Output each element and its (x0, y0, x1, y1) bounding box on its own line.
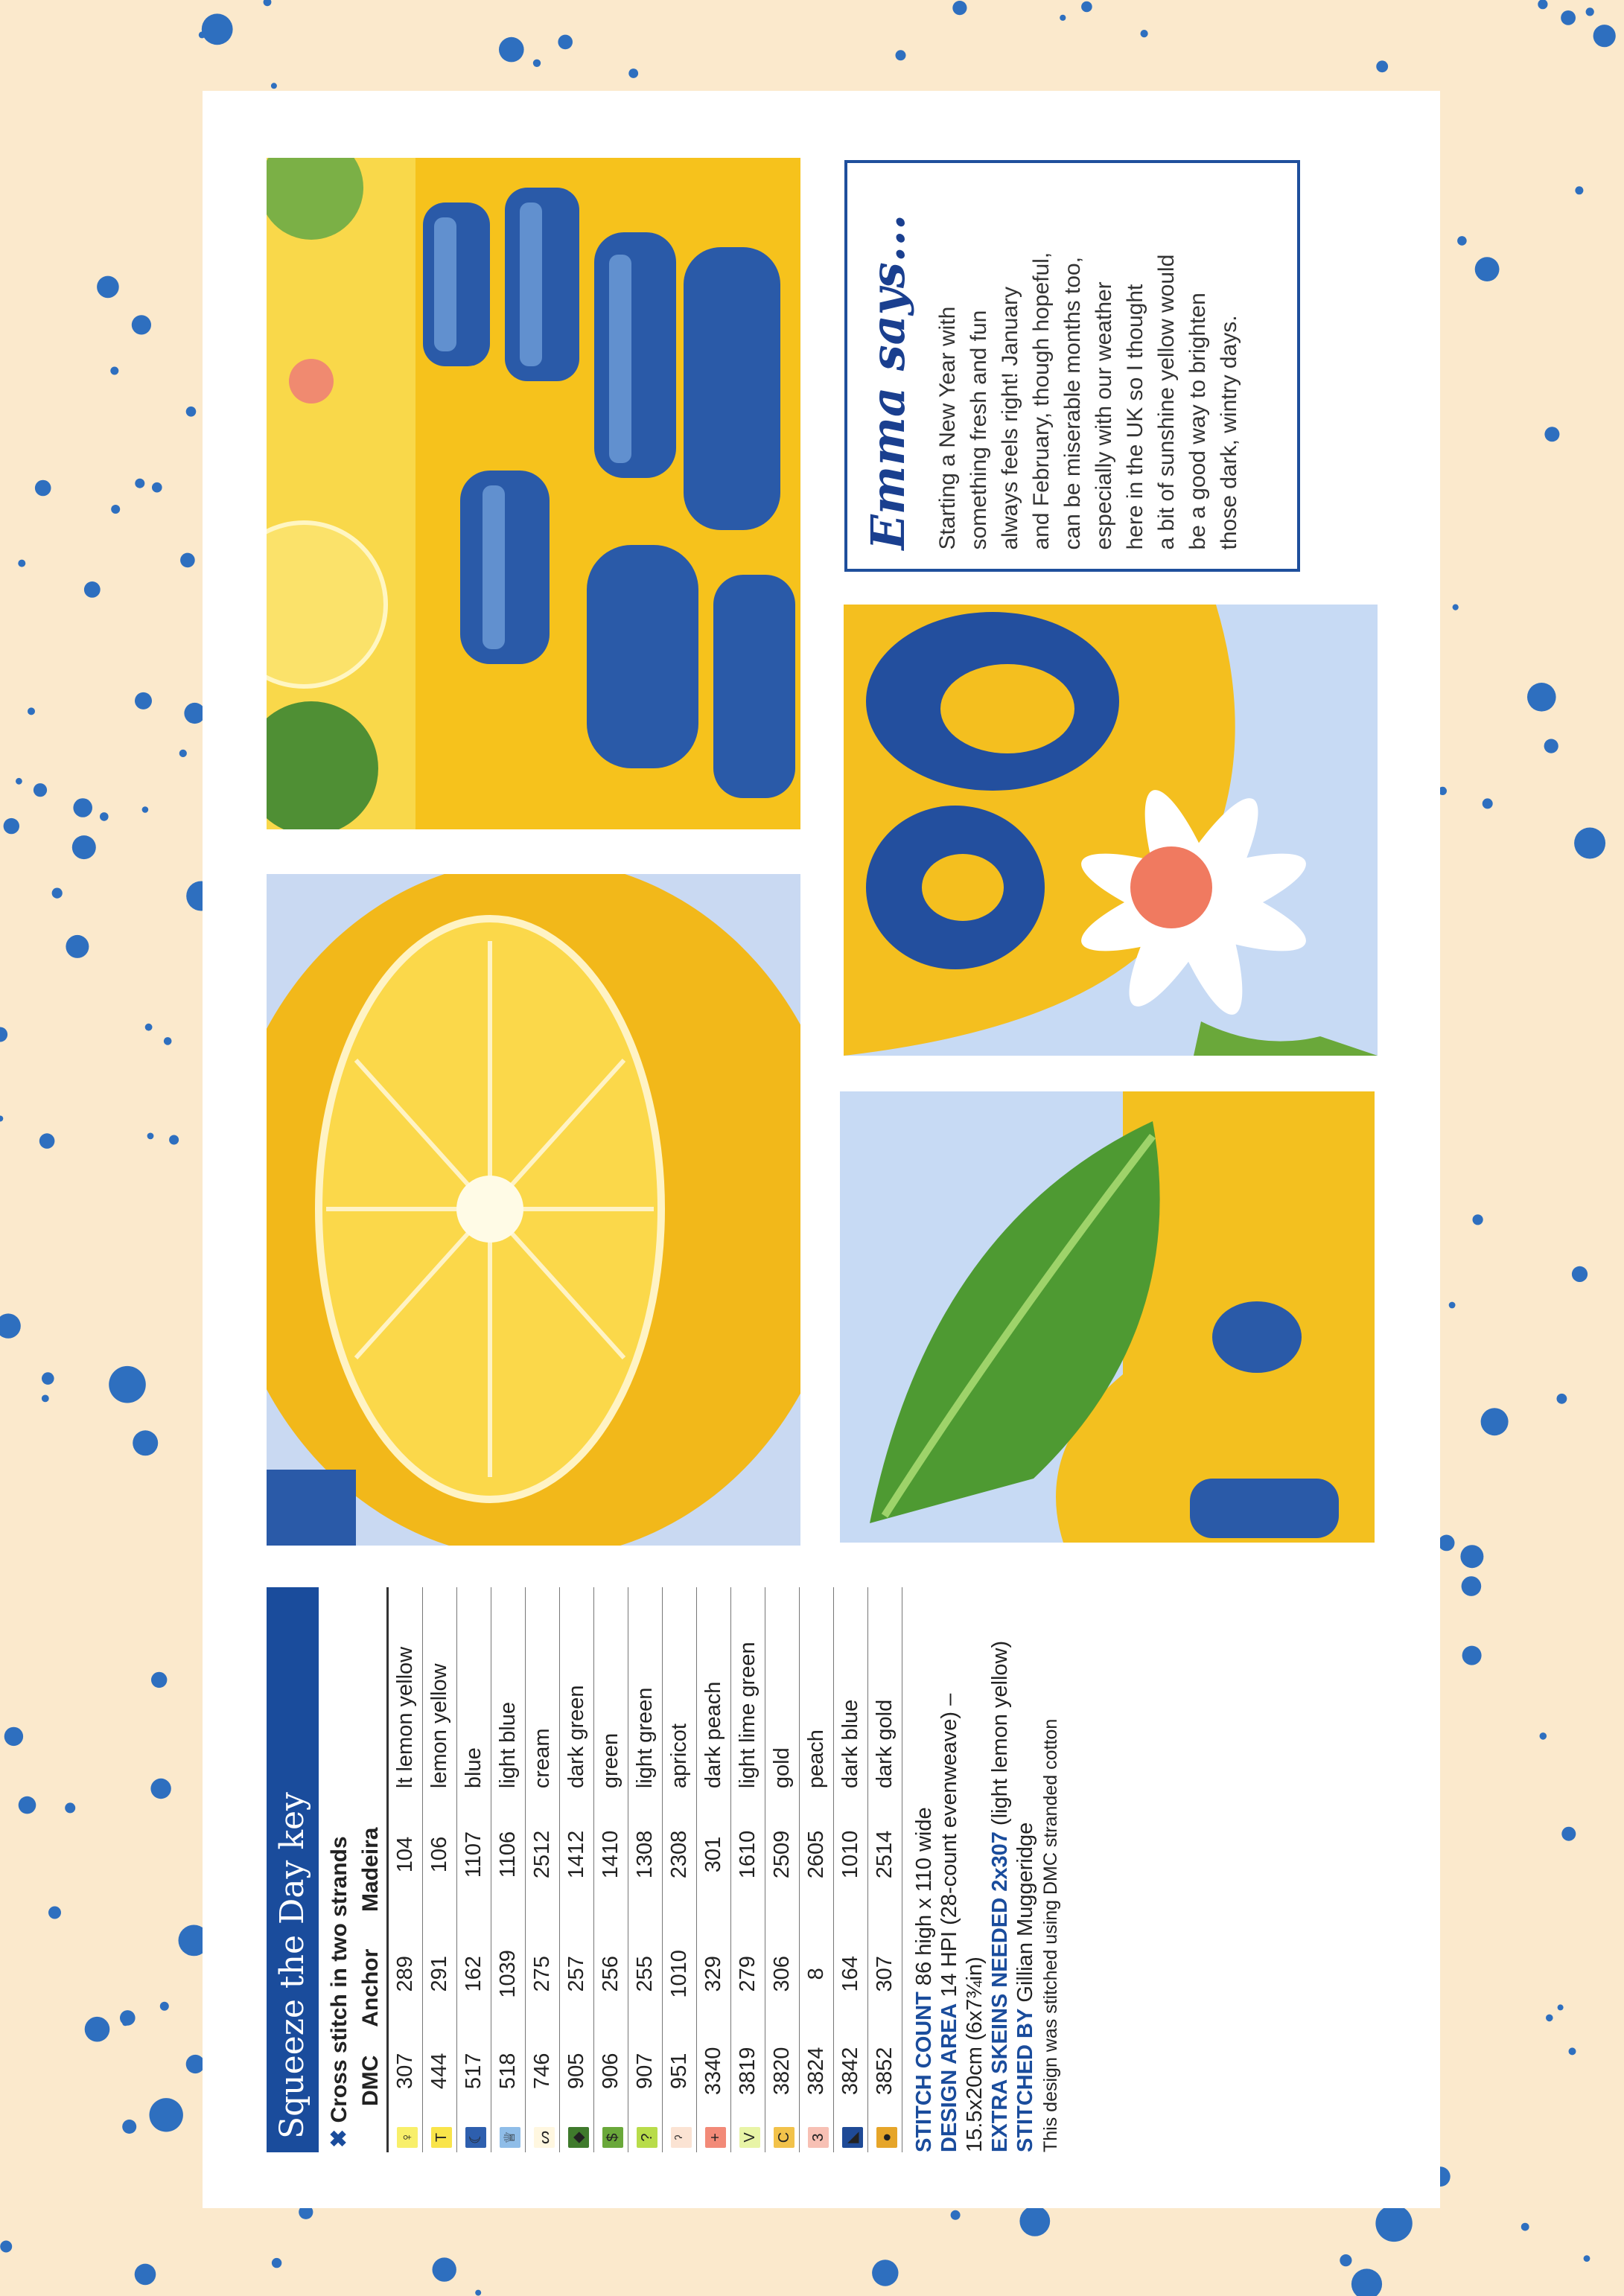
cross-stitch-icon: ✖ (327, 2128, 351, 2148)
dmc-number: 951 (663, 2032, 697, 2111)
stitch-symbol-icon: ◆ (568, 2127, 589, 2148)
color-name: cream (526, 1587, 560, 1793)
madeira-number: 1412 (560, 1793, 594, 1916)
symbol-swatch (663, 2111, 697, 2152)
stitch-symbol-icon: ? (637, 2127, 657, 2148)
stitch-symbol-icon: ● (876, 2127, 897, 2148)
emma-title: Emma says... (861, 214, 915, 549)
color-name: peach (800, 1587, 834, 1793)
stitch-symbol-icon: 3 (808, 2127, 829, 2148)
key-row (560, 1587, 594, 2152)
extra-skeins-label: EXTRA SKEINS NEEDED 2x307 (988, 1831, 1012, 2152)
madeira-number: 2509 (765, 1793, 800, 1916)
dmc-number: 3842 (834, 2032, 868, 2111)
key-subtitle: ✖ Cross stitch in two strands (327, 1836, 351, 2148)
stitch-symbol-icon: T (431, 2127, 452, 2148)
stitch-count-label: STITCH COUNT (912, 1992, 936, 2152)
photo-leaf (840, 1091, 1375, 1543)
stitched-by-label: STITCHED BY (1013, 2008, 1037, 2152)
key-row (731, 1587, 765, 2152)
dmc-number: 905 (560, 2032, 594, 2111)
stitch-symbol-icon: ˀ (671, 2127, 692, 2148)
stitched-by: Gillian Muggeridge (1013, 1822, 1037, 2003)
design-area-label: DESIGN AREA (937, 2003, 961, 2152)
key-row (388, 1587, 423, 2152)
symbol-swatch (491, 2111, 526, 2152)
anchor-number: 255 (628, 1916, 663, 2032)
madeira-number: 2514 (868, 1793, 902, 1916)
stitch-symbol-icon: C (774, 2127, 795, 2148)
photo-swirl-flower (844, 605, 1378, 1056)
stitch-symbol-icon: ♀ (397, 2127, 418, 2148)
dmc-number: 3340 (697, 2032, 731, 2111)
key-row (457, 1587, 491, 2152)
anchor-number: 162 (457, 1916, 491, 2032)
anchor-number: 307 (868, 1916, 902, 2032)
anchor-number: 257 (560, 1916, 594, 2032)
color-name: lt lemon yellow (388, 1587, 423, 1793)
stitch-count: 86 high x 110 wide (912, 1807, 936, 1986)
emma-body: Starting a New Year with something fresh and fun always feels right! January and February, though hopeful, can be miserable months too, especially with our weather here in the UK so I thought a bit of sunshine yellow would be a good way to brighten those dark, wintry days. (935, 252, 1241, 549)
anchor-number: 8 (800, 1916, 834, 2032)
pattern-info (911, 1587, 1063, 2152)
key-row (765, 1587, 800, 2152)
symbol-swatch (765, 2111, 800, 2152)
symbol-swatch (594, 2111, 628, 2152)
stitch-symbol-icon: $ (602, 2127, 623, 2148)
key-row (800, 1587, 834, 2152)
color-name: dark peach (697, 1587, 731, 1793)
thread-key-table (355, 1587, 902, 2152)
symbol-swatch (731, 2111, 765, 2152)
emma-says-box (844, 160, 1300, 572)
dmc-number: 518 (491, 2032, 526, 2111)
anchor-number: 275 (526, 1916, 560, 2032)
color-name: green (594, 1587, 628, 1793)
madeira-number: 301 (697, 1793, 731, 1916)
anchor-number: 1010 (663, 1916, 697, 2032)
dmc-number: 3820 (765, 2032, 800, 2111)
anchor-number: 279 (731, 1916, 765, 2032)
dmc-number: 307 (388, 2032, 423, 2111)
stitch-symbol-icon: ☾ (465, 2127, 486, 2148)
anchor-number: 256 (594, 1916, 628, 2032)
dmc-number: 3824 (800, 2032, 834, 2111)
madeira-number: 1308 (628, 1793, 663, 1916)
stitch-symbol-icon: ᔕ (534, 2127, 555, 2148)
design-area-size: 15.5x20cm (6x7¾in) (963, 1957, 987, 2152)
anchor-number: 164 (834, 1916, 868, 2032)
anchor-number: 306 (765, 1916, 800, 2032)
key-row (628, 1587, 663, 2152)
color-name: lemon yellow (423, 1587, 457, 1793)
dmc-number: 3819 (731, 2032, 765, 2111)
photo-lemon-lettering (267, 158, 800, 829)
symbol-swatch (526, 2111, 560, 2152)
key-row (868, 1587, 902, 2152)
design-area: 14 HPI (28-count evenweave) – (937, 1693, 961, 1997)
madeira-number: 2512 (526, 1793, 560, 1916)
key-row (526, 1587, 560, 2152)
color-name: apricot (663, 1587, 697, 1793)
symbol-swatch (423, 2111, 457, 2152)
key-row (697, 1587, 731, 2152)
anchor-number: 289 (388, 1916, 423, 2032)
madeira-number: 104 (388, 1793, 423, 1916)
key-row (834, 1587, 868, 2152)
madeira-number: 2605 (800, 1793, 834, 1916)
key-title: Squeeze the Day key (267, 1587, 319, 2152)
key-row (594, 1587, 628, 2152)
symbol-swatch (697, 2111, 731, 2152)
symbol-swatch (868, 2111, 902, 2152)
anchor-number: 329 (697, 1916, 731, 2032)
madeira-number: 1610 (731, 1793, 765, 1916)
extra-skeins: (light lemon yellow) (988, 1640, 1012, 1826)
anchor-number: 291 (423, 1916, 457, 2032)
dmc-number: 517 (457, 2032, 491, 2111)
color-name: light lime green (731, 1587, 765, 1793)
symbol-swatch (834, 2111, 868, 2152)
madeira-number: 1106 (491, 1793, 526, 1916)
madeira-number: 1107 (457, 1793, 491, 1916)
madeira-number: 1010 (834, 1793, 868, 1916)
dmc-number: 3852 (868, 2032, 902, 2111)
color-name: dark blue (834, 1587, 868, 1793)
stitch-symbol-icon: ♕ (500, 2127, 520, 2148)
key-row (423, 1587, 457, 2152)
thread-note: This design was stitched using DMC stranded cotton (1040, 1718, 1061, 2152)
symbol-swatch (800, 2111, 834, 2152)
color-name: dark gold (868, 1587, 902, 1793)
header-anchor: Anchor (355, 1916, 388, 2032)
madeira-number: 2308 (663, 1793, 697, 1916)
header-madeira: Madeira (355, 1793, 388, 1916)
dmc-number: 906 (594, 2032, 628, 2111)
symbol-swatch (388, 2111, 423, 2152)
stitch-symbol-icon: ◣ (842, 2127, 863, 2148)
anchor-number: 1039 (491, 1916, 526, 2032)
dmc-number: 444 (423, 2032, 457, 2111)
photo-lemon-slice (267, 874, 800, 1546)
key-row (491, 1587, 526, 2152)
dmc-number: 907 (628, 2032, 663, 2111)
stitch-symbol-icon: V (739, 2127, 760, 2148)
madeira-number: 106 (423, 1793, 457, 1916)
symbol-swatch (457, 2111, 491, 2152)
madeira-number: 1410 (594, 1793, 628, 1916)
symbol-swatch (628, 2111, 663, 2152)
color-name: blue (457, 1587, 491, 1793)
key-block (267, 1587, 1117, 2152)
color-name: light blue (491, 1587, 526, 1793)
dmc-number: 746 (526, 2032, 560, 2111)
color-name: dark green (560, 1587, 594, 1793)
key-row (663, 1587, 697, 2152)
header-dmc: DMC (355, 2032, 388, 2111)
color-name: light green (628, 1587, 663, 1793)
color-name: gold (765, 1587, 800, 1793)
symbol-swatch (560, 2111, 594, 2152)
stitch-symbol-icon: + (705, 2127, 726, 2148)
